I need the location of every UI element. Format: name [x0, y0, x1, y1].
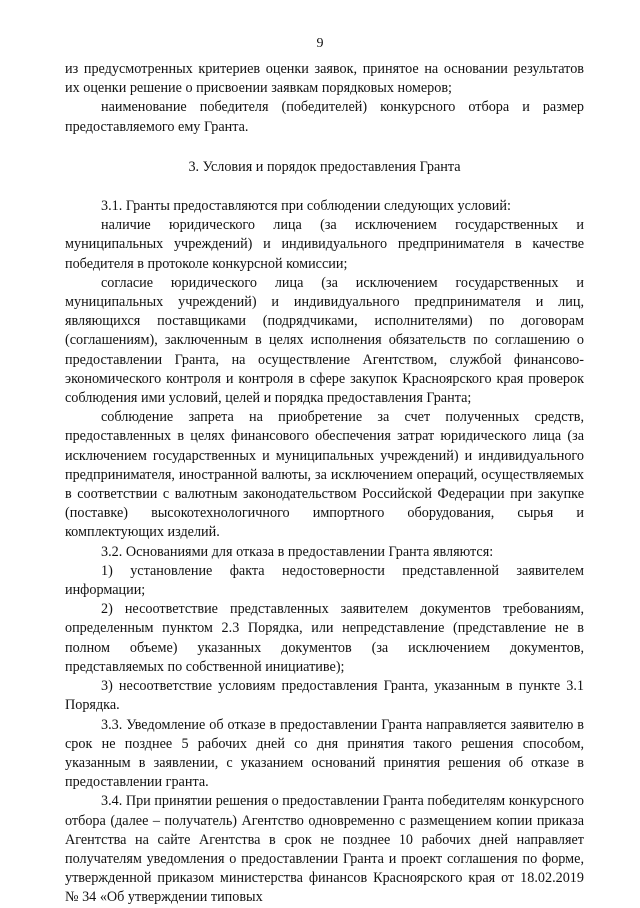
paragraph: 3.4. При принятии решения о предоставлении Гранта победителям конкурсного отбора (далее – получатель) Агентство одновременно с размещением копии приказа Агентства на сайте Агентства в срок не позднее 10 рабочих дней направляет получателям уведомления о предоставлении Гранта и проект соглашения по форме, утвержденной приказом министерства финансов Красноярского края от 18.02.2019 № 34 «Об утверждении типовых [65, 793, 584, 906]
page-number: 9 [316, 36, 324, 51]
paragraph: 1) установление факта недостоверности представленной заявителем информации; [65, 562, 584, 599]
paragraph: наименование победителя (победителей) конкурсного отбора и размер предоставляемого ему Гранта. [65, 99, 584, 135]
document-body [65, 60, 584, 908]
paragraph: 3) несоответствие условиям предоставления Гранта, указанным в пункте 3.1 Порядка. [65, 678, 584, 714]
paragraph: 3.2. Основаниями для отказа в предоставлении Гранта являются: [101, 543, 494, 560]
section-heading: 3. Условия и порядок предоставления Гранта [188, 158, 461, 175]
paragraph: наличие юридического лица (за исключением государственных и муниципальных учреждений) и индивидуального предпринимателя в качестве победителя в протоколе конкурсной комиссии; [65, 217, 584, 272]
paragraph: 3.3. Уведомление об отказе в предоставлении Гранта направляется заявителю в срок не позднее 5 рабочих дней со дня принятия такого решения способом, указанным в заявлении, с указанием оснований принятия решения об отказе в предоставлении гранта. [65, 716, 584, 791]
paragraph: соблюдение запрета на приобретение за счет полученных средств, предоставленных в целях финансового обеспечения затрат юридического лица (за исключением государственных и муниципальных учреждений) и индивидуального предпринимателя, иностранной валюты, за исключением операций, осуществляемых в соответствии с валютным законодательством Российской Федерации при закупке (поставке) высокотехнологичного импортного оборудования, сырья и комплектующих изделий. [65, 409, 584, 541]
paragraph: 3.1. Гранты предоставляются при соблюдении следующих условий: [101, 198, 511, 215]
paragraph: согласие юридического лица (за исключением государственных и муниципальных учреждений) и индивидуального предпринимателя и лиц, являющихся поставщиками (подрядчиками, исполнителями) по договорам (соглашениям), заключенным в целях исполнения обязательств по соглашению о предоставлении Гранта, на осуществление Агентством, службой финансово-экономического контроля и контроля в сфере закупок Красноярского края проверок соблюдения ими условий, целей и порядка предоставления Гранта; [65, 274, 584, 407]
paragraph: 2) несоответствие представленных заявителем документов требованиям, определенным пунктом 2.3 Порядка, или непредставление (представление не в полном объеме) указанных документов (за исключением документов, представляемых по собственной инициативе); [65, 601, 584, 675]
paragraph-continued: из предусмотренных критериев оценки заявок, принятое на основании результатов их оценки решение о присвоении заявкам порядковых номеров; [65, 61, 584, 97]
